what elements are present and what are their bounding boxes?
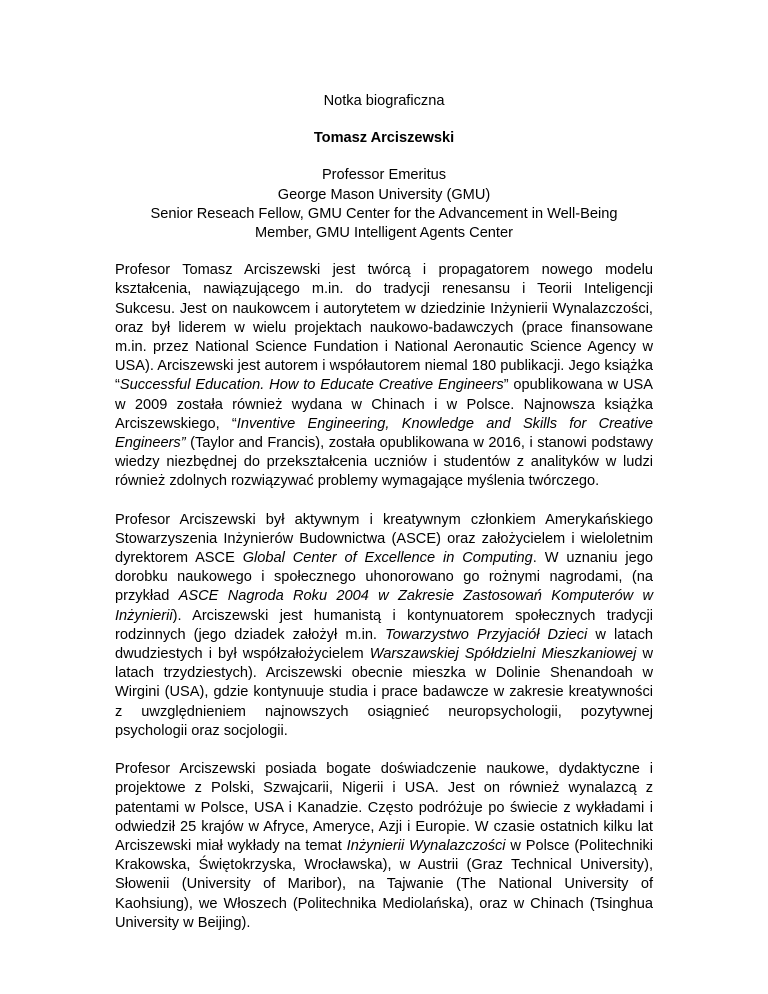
text-run: Profesor Arciszewski posiada bogate doświadczenie naukowe, dydaktyczne i projektowe z Polski, Szwajcarii, Nigerii i USA. Jest on również wynalazcą z patentami w Polsce, USA i Kanadzie. Często podróżuje po świecie z wykładami i odwiedził 25 krajów w Afryce, Ameryce, Azji i Europie. W czasie ostatnich kilku lat Arciszewski miał wykłady na temat — [115, 761, 653, 854]
text-run: Profesor Arciszewski był aktywnym i kreatywnym członkiem Amerykańskiego Stowarzyszenia Inżynierów Budownictwa (ASCE) oraz założycielem i wieloletnim dyrektorem ASCE — [115, 511, 653, 567]
affiliation-line: George Mason University (GMU) — [277, 186, 491, 203]
affiliation-line: Senior Reseach Fellow, GMU Center for the Advancement in Well-Being — [150, 205, 618, 222]
affiliation-line: Professor Emeritus — [321, 167, 447, 184]
affiliation-line: Member, GMU Intelligent Agents Center — [255, 225, 513, 242]
person-name: Tomasz Arciszewski — [313, 130, 455, 147]
society-name: Towarzystwo Przyjaciół Dzieci — [385, 626, 588, 643]
text-run: w Polsce (Politechniki Krakowska, Świętokrzyska, Wrocławska), w Austrii (Graz Technical University), Słowenii (University of Maribor), na Tajwanie (The National University of Kaohsiung), we Włoszech (Politechnika Mediolańska), oraz w Chinach (Tsinghua University w Beijing). — [115, 837, 653, 931]
text-run: ” opublikowana w USA w 2009 została również wydana w Chinach i w Polsce. Najnowsza książka Arciszewskiego, “ — [115, 377, 653, 432]
document-heading: Notka biograficzna — [323, 93, 445, 109]
text-run: (Taylor and Francis), została opublikowana w 2016, i stanowi podstawy wiedzy niezbędnej do przekształcenia uczniów i studentów z analityków w ludzi również zdolnych rozwiązywać problemy wymagające myślenia twórczego. — [115, 435, 653, 490]
affiliation-block — [115, 166, 653, 243]
cooperative-name: Warszawskiej Spółdzielni Mieszkaniowej — [369, 646, 637, 663]
book-title-1: Successful Education. How to Educate Creative Engineers — [119, 377, 504, 394]
bio-paragraph-2 — [115, 511, 653, 741]
text-run: w latach dwudziestych i był współzałożycielem — [115, 626, 653, 663]
subject-name: Inżynierii Wynalazczości — [346, 837, 506, 854]
center-name: Global Center of Excellence in Computing — [242, 550, 533, 567]
bio-paragraph-3 — [115, 760, 653, 933]
book-title-2: Inventive Engineering, Knowledge and Skills for Creative Engineers” — [115, 415, 653, 452]
award-name: ASCE Nagroda Roku 2004 w Zakresie Zastosowań Komputerów w Inżynierii — [115, 588, 653, 624]
text-run: ). Arciszewski jest humanistą i kontynuatorem społecznych tradycji rodzinnych (jego dziadek założył m.in. — [115, 607, 653, 643]
text-run: w latach trzydziestych). Arciszewski obecnie mieszka w Dolinie Shenandoah w Wirgini (USA), gdzie kontynuuje studia i prace badawcze w zakresie kreatywności z uwzględnieniem najnowszych osiągnieć neuropsychologii, pozytywnej psychologii oraz socjologii. — [115, 646, 653, 739]
text-run: Profesor Tomasz Arciszewski jest twórcą i propagatorem nowego modelu kształcenia, nawiązującego m.in. do tradycji renesansu i Teorii Inteligencji Sukcesu. Jest on naukowcem i autorytetem w dziedzinie Inżynierii Wynalazczości, oraz był liderem w wielu projektach naukowo-badawczych (prace finansowane m.in. przez National Science Fundation i National Aeronautic Science Agency w USA). Arciszewski jest autorem i współautorem niemal 180 publikacji. Jego książka “ — [115, 262, 653, 394]
text-run: . W uznaniu jego dorobku naukowego i społecznego uhonorowano go rożnymi nagrodami, (na przykład — [115, 550, 653, 605]
bio-paragraph-1 — [115, 261, 653, 491]
